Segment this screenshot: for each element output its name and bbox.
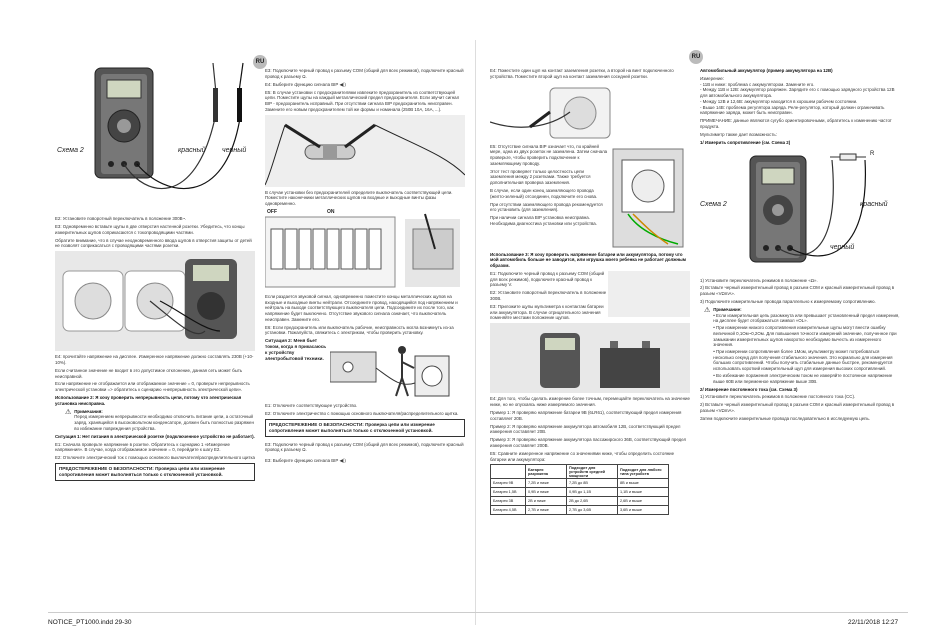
col2-p1: E3: Подключите черный провод к разъему COM (общий для всех режимов), подключите красный провод к разъему Ω. [265,68,464,79]
col4-note-1: • Если измерительная цепь разомкнута или превышает установленный предел измерения, на дисплее будет отображаться символ «OL». [713,312,900,324]
table-cell: 7,2В и ниже [526,479,567,488]
off-label: OFF [267,208,277,215]
col1-p2: E3: Одновременно вставьте щупы в две отверстия настенной розетки. Убедитесь, что концы измерительных щупов соприкасаются с токопроводящими частями. [55,223,245,235]
col3-p4: В случае, если один конец заземляющего провода (желто-зеленый) отсоединен, подключите его снова. [490,188,598,199]
col4-p2: - 11В и ниже: проблема с аккумулятором. Замените его. [700,81,815,87]
col3-heading-usage3: Использование 3: Я хочу проверить напряжение батареи или аккумулятора, потому что мой автомобиль больше не заводится, или игрушка моего ребенка не работает должным образом. [490,251,687,269]
washing-machine-illustration [330,338,465,400]
column-1 [55,58,255,481]
col4-heading-dc: 2/ Измерение постоянного тока (см. Схема 3) [700,386,798,392]
column-3 [490,68,690,515]
table-header: Подходит для любого типа устройств [618,465,669,479]
col1-p3: Обратите внимание, что в случае неодновременного ввода щупов в отверстия защиты от детей не позволят соприкасаться с проводящими частями розетки. [55,237,252,249]
col2-safety-warning: ПРЕДОСТЕРЕЖЕНИЕ О БЕЗОПАСНОСТИ: Проверка цепи или измерение сопротивления может выполняться только с отключенной установкой. [265,419,465,436]
col4-p4: - Между 12В и 12,6В: аккумулятор находится в хорошем рабочем состоянии. [700,98,858,104]
col4-p13: Затем подключите измерительные провода последовательно в исследуемую цепь. [700,415,871,421]
col4-heading-resistance: 1/ Измерить сопротивление (см. Схема 2) [700,139,791,145]
table-cell: 0,9В и ниже [526,488,567,497]
col4-p12: 2) Вставьте черный измерительный провод в разъем COM и красный измерительный провод в разъем «VΩmA». [700,402,895,414]
col2-p9: E3: Подключите черный провод к разъему COM (общий для всех режимов), подключите красный провод к разъему Ω. [265,441,464,453]
col2-p5: Если раздается звуковой сигнал, одновременно поместите концы металлических щупов на входные и выходные винты нейтрали. Отсоедините провод, находящийся под напряжением и нейтраль на выходе соответствующего выключателя цепи. Подсоедините их после того, как напряжение будет выключено. Отсутствие звукового сигнала означает, что выключатель неисправен. Замените его. [265,293,458,322]
multimeter-icon [750,156,806,262]
fig1-red-label: красный [178,147,206,154]
column-4 [700,68,900,424]
col3-p6: При наличии сигнала BIP установка неисправна. Необходима диагностика установки или устройства. [490,215,597,226]
col3-p8: E2: Установите поворотный переключатель в положение 300В. [490,290,607,302]
fig2-black-label: черный [830,243,855,251]
socket-measure-illustration [55,251,255,351]
fig1-black-label: черный [222,147,247,154]
col1-heading-usage2: Использование 2: Я хочу проверить непрерывность цепи, потому что электрическая установка неисправна. [55,395,242,406]
col4-p11: 1) Установите переключатель режимов в положение постоянного тока (СС). [700,394,856,400]
table-cell: Батарея 4,5В [491,506,526,515]
table-cell: 2,7В до 3,6В [567,506,618,515]
col2-situation2: Ситуация 2: Меня бьет током, когда я прикасаюсь к устройству электробытовой техники. [265,338,327,362]
multimeter-scheme-figure [55,58,255,210]
table-header-row [491,465,669,479]
col2-p2: E4: Выберите функцию сигнала BIP ◀)) [265,81,346,87]
col3-p1: E4: Поместите один щуп на контакт заземления розетки, а второй на винт подключенного устройства. Поместите второй щуп на контакт заземления соседней розетки. [490,68,674,79]
table-row [491,488,669,497]
table-cell: Батарея 1,5В [491,488,526,497]
col1-p6: Если напряжение не отображается или отображаемое значение = 0, проверьте непрерывность электрической установки => обратитесь к сценарию «непрерывность электрической цепи». [55,381,250,393]
language-badge-left: RU [253,55,267,69]
table-cell: 2В до 2,6В [567,497,618,506]
page-divider [475,40,476,625]
col4-p5: - Выше 14В: проблема регулятора заряда. Реле-регулятор, который должен ограничивать напряжение заряда, может быть неисправен. [700,104,885,116]
col1-p1: E2: Установите поворотный переключатель в положение 300В~. [55,216,187,221]
col1-note: Перед измерением непрерывности необходимо отключить питание цепи, а остаточный заряд, хранящийся в высоковольтном конденсаторе, должен быть полностью разряжен во избежание повреждения устройства. [74,414,254,431]
wall-box-illustration [608,144,688,252]
col1-note-title: Примечания: [74,408,103,414]
table-cell: 2,6В и выше [618,497,669,506]
table-cell: Батарея 9В [491,479,526,488]
table-header: Батарея разряжена [526,465,567,479]
table-cell: 2,7В и ниже [526,506,567,515]
col3-example1: Пример 1: Я проверяю напряжение батареи 9В (6LR61), соответствующий предел измерения составляет 20В. [490,409,682,421]
col4-p7: Мультиметр также дает возможность: [700,131,777,137]
table-row [491,497,669,506]
battery-test-illustration [490,323,690,393]
language-badge-right: RU [689,50,703,64]
col4-p3: - Между 11В и 12В: аккумулятор разряжен. Зарядите его с помощью зарядного устройства 12В для автомобильного аккумулятора. [700,87,895,99]
col1-p5: Если считанное значение не входит в это допустимое отклонение, данная сеть может быть неисправной. [55,367,243,379]
black-probe-icon [237,88,242,122]
footer-timestamp: 22/11/2018 12:27 [848,619,899,626]
col2-p3: E5: В случае установки с предохранителями извлеките предохранитель из соответствующей цепи. Поместите щупы на каждый металлический предел предохранителя. Если звучит сигнал BIP - предохранитель исправный. При отсутствии сигнала BIP предохранитель неисправен. Замените его новым предохранителем той же формы и номинала (250В 10А, 16А, ...). [265,89,460,112]
on-label: ON [327,208,335,215]
fuse-probe-illustration [265,115,465,187]
col2-p4: В случае установки без предохранителей определите выключатель соответствующей цепи. Поместите наконечники металлических щупов на входные и выходные винты фазы одновременно. [265,189,453,207]
col3-p7: E1: Подключите черный провод к разъему COM (общий для всех режимов), подключите красный провод к разъему V. [490,270,605,288]
breaker-panel-illustration [265,209,465,291]
col3-p10: E4: Для того, чтобы сделать измерение более точным, перемещайте переключатель на значение ниже, но не опускаясь ниже измеряемого значения. [490,396,690,407]
col1-heading-situation1: Ситуация 1: Нет питания в электрической розетке (подключенное устройство не работает). [55,433,255,439]
resistor-icon [840,154,856,160]
col3-example2: Пример 2: Я проверяю напряжение аккумулятора автомобиля 12В, соответствующий предел измерения составляет 20В. [490,423,681,435]
table-cell: 2В и ниже [526,497,567,506]
battery-table [490,464,669,515]
col2-p7: E1: Отключите соответствующее устройство. [265,403,358,409]
col4-note-4: • Во избежание поражения электрическим током не измеряйте постоянное напряжение выше 60В или переменное напряжение выше 30В. [713,372,893,384]
fig2-red-label: красный [860,200,888,208]
table-cell: 3,6В и выше [618,506,669,515]
table-row [491,479,669,488]
col4-p9: 2) Вставьте черный измерительный провод в разъем COM и красный измерительный провод в разъем «VΩmA». [700,285,895,297]
red-probe-icon [213,88,218,122]
col1-p8: E2: Отключите электрический ток с помощью основного выключателя/распределительного щитка [55,455,255,461]
col3-example3: Пример 3: Я проверяю напряжение аккумулятора пассажирского 36В, соответствующий предел измерения составляет 200В. [490,437,687,448]
col4-title: Автомобильный аккумулятор (пример аккумулятора на 12В) [700,68,833,73]
col3-p3: Этот тест проверяет только целостность цепи заземления между 2 розетками. Также требуется дополнительная проверка заземления. [490,168,591,186]
table-cell: Батарея 3В [491,497,526,506]
fig1-caption: Схема 2 [57,147,84,154]
col3-p11: E5: Сравните измеренное напряжение со значениями ниже, чтобы определить состояние батареи или аккумулятора: [490,450,675,462]
table-cell: 1,1В и выше [618,488,669,497]
table-row [491,506,669,515]
col4-note-2: • При измерении низкого сопротивления измерительные щупы могут внести ошибку величиной 0,1Ом~0,2Ом. Для повышения точности измерений значение, полученное при замыкании измерительных щупов накоротко необходимо вычесть из измеренного значения. [713,325,897,348]
table-header: Подходит для устройств средней мощности [567,465,618,479]
fig2-caption: Схема 2 [700,200,727,208]
table-cell: 0,9В до 1,1В [567,488,618,497]
table-header [491,465,526,479]
col2-p8: E2: Отключите электричество с помощью основного выключателя/распределительного щитка. [265,411,459,417]
col4-p8: 1) Установите переключатель режимов в положение «Ω». [700,277,818,283]
col1-p4: E4: прочитайте напряжение на дисплее. Измеренное напряжение должно составлять 230В (+10-10%). [55,354,254,365]
table-cell: 8В и выше [618,479,669,488]
col2-p10: E3: Выберите функцию сигнала BIP ◀)) [265,458,346,464]
col4-note-3: • При измерении сопротивления более 1Мом, мультиметру может потребоваться несколько секунд для получения стабильного значения. Это нормально для измерения больших сопротивлений. Чтобы получить стабильные данные быстрее, рекомендуется использовать короткий измерительный щуп для измерения высоких сопротивлений. [713,349,893,372]
col1-safety-warning: ПРЕДОСТЕРЕЖЕНИЕ О БЕЗОПАСНОСТИ: Проверка цепи или измерение сопротивления может выполняться только с отключенной установкой. [55,463,255,480]
multimeter-icon [95,68,153,178]
col4-p10: 3) Подключите измерительные провода параллельно к измеряемому сопротивлению. [700,299,876,305]
col4-note-title: Примечание: [713,307,742,312]
col3-p2: E5: Отсутствие сигнала BIP означает что, по крайней мере, одна из двух розеток не заземлена. Затем сначала проверьте, чтобы проверить подключение к заземляющему проводу. [490,143,608,166]
warning-icon: ⚠ [65,408,72,416]
socket-probe-illustration [490,82,650,144]
footer-filename: NOTICE_PT1000.indd 29-30 [48,619,132,626]
col3-p9: E3: Приложите щупы мультиметра к контактам батареи или аккумулятора. В случае отрицательного значения поменяйте местами положение щупов. [490,303,604,321]
col2-p6: E6: Если предохранитель или выключатель рабочие, неисправность могла возникнуть из-за установки. Пожалуйста, свяжитесь с электриком, чтобы проверить установку. [265,324,454,336]
resistance-scheme-figure [700,148,900,272]
bip-sound-icon: ◀)) [339,81,346,87]
col3-p5: При отсутствии заземляющего провода рекомендуется его установить (для заземления). [490,201,603,213]
footer-rule [48,612,908,613]
col1-p7: E1: Сначала проверьте напряжение в розетке. Обратитесь к сценарию 1 «Измерение напряжения». В случае, когда отображаемое значение = 0, перейдите к шагу E2. [55,441,230,453]
fig2-r-label: R [870,150,875,157]
col4-p6: ПРИМЕЧАНИЕ: данные являются сугубо ориентировочными, обратитесь к изменению частот продукта. [700,118,892,129]
col4-p1: Измерение: [700,75,725,81]
table-cell: 7,2В до 8В [567,479,618,488]
warning-icon: ⚠ [704,307,711,314]
column-2 [265,68,465,466]
bip-sound-icon: ◀)) [339,458,346,464]
